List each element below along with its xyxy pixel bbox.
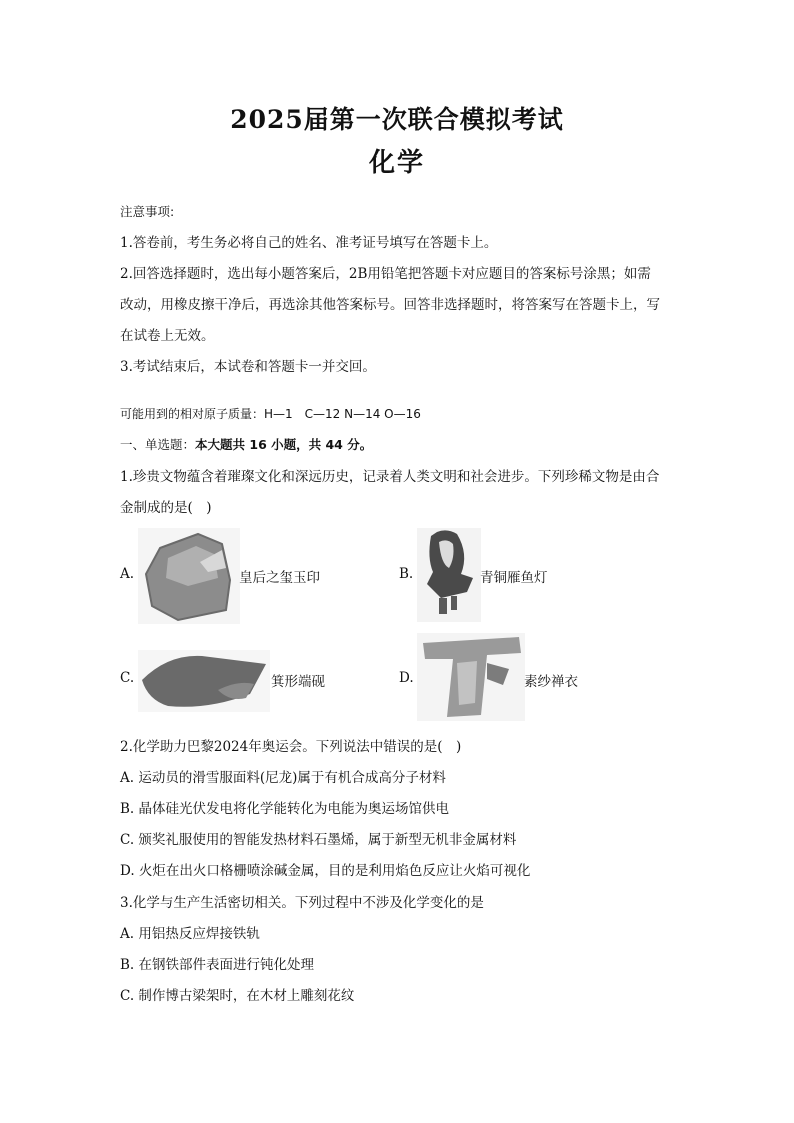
- jade-seal-image: [138, 528, 240, 624]
- q3-option-c: C. 制作博古梁架时，在木材上雕刻花纹: [120, 988, 355, 1004]
- q1-option-a-label: 皇后之玺玉印: [239, 570, 320, 586]
- q2-option-c: C. 颁奖礼服使用的智能发热材料石墨烯，属于新型无机非金属材料: [120, 832, 517, 848]
- subject-title: 化学: [368, 148, 425, 178]
- section-description: 本大题共 16 小题，共 44 分。: [195, 437, 373, 452]
- q1-option-c-label: 箕形端砚: [271, 674, 325, 690]
- q2-option-d: D. 火炬在出火口格栅喷涂碱金属，目的是利用焰色反应让火焰可视化: [120, 863, 531, 879]
- q1-stem-line-2: 金制成的是( ): [120, 500, 212, 516]
- notice-item-1: 1.答卷前，考生务必将自己的姓名、准考证号填写在答题卡上。: [120, 235, 498, 251]
- notice-heading: 注意事项:: [120, 204, 175, 219]
- q2-stem: 2.化学助力巴黎2024年奥运会。下列说法中错误的是( ): [120, 739, 462, 755]
- q1-option-c-letter: C.: [120, 670, 135, 686]
- section-prefix: 一、单选题：: [120, 437, 196, 452]
- q3-option-b: B. 在钢铁部件表面进行钝化处理: [120, 957, 315, 973]
- q3-option-a: A. 用铝热反应焊接铁轨: [120, 926, 260, 942]
- q3-stem: 3.化学与生产生活密切相关。下列过程中不涉及化学变化的是: [120, 895, 484, 911]
- exam-title: 2025届第一次联合模拟考试: [230, 105, 564, 134]
- bronze-lamp-image: [417, 528, 481, 622]
- notice-item-2-line-2: 改动，用橡皮擦干净后，再选涂其他答案标号。回答非选择题时，将答案写在答题卡上，写: [120, 297, 660, 313]
- q1-option-b-letter: B.: [399, 566, 414, 582]
- q1-option-d-letter: D.: [399, 670, 414, 686]
- q1-option-a-letter: A.: [120, 566, 135, 582]
- notice-item-3: 3.考试结束后，本试卷和答题卡一并交回。: [120, 359, 376, 375]
- q1-option-d-label: 素纱禅衣: [524, 674, 578, 690]
- q2-option-a: A. 运动员的滑雪服面料(尼龙)属于有机合成高分子材料: [120, 770, 446, 786]
- atomic-masses: 可能用到的相对原子质量：H—1 C—12 N—14 O—16: [120, 407, 421, 421]
- inkstone-image: [138, 650, 270, 712]
- silk-robe-image: [417, 633, 525, 721]
- q2-option-b: B. 晶体硅光伏发电将化学能转化为电能为奥运场馆供电: [120, 801, 450, 817]
- notice-item-2-line-1: 2.回答选择题时，选出每小题答案后，2B用铅笔把答题卡对应题目的答案标号涂黑；如需: [120, 266, 651, 282]
- notice-item-2-line-3: 在试卷上无效。: [120, 328, 215, 344]
- q1-option-b-label: 青铜雁鱼灯: [480, 570, 548, 586]
- section-heading: [120, 435, 680, 455]
- q1-stem-line-1: 1.珍贵文物蕴含着璀璨文化和深远历史，记录着人类文明和社会进步。下列珍稀文物是由合: [120, 469, 660, 485]
